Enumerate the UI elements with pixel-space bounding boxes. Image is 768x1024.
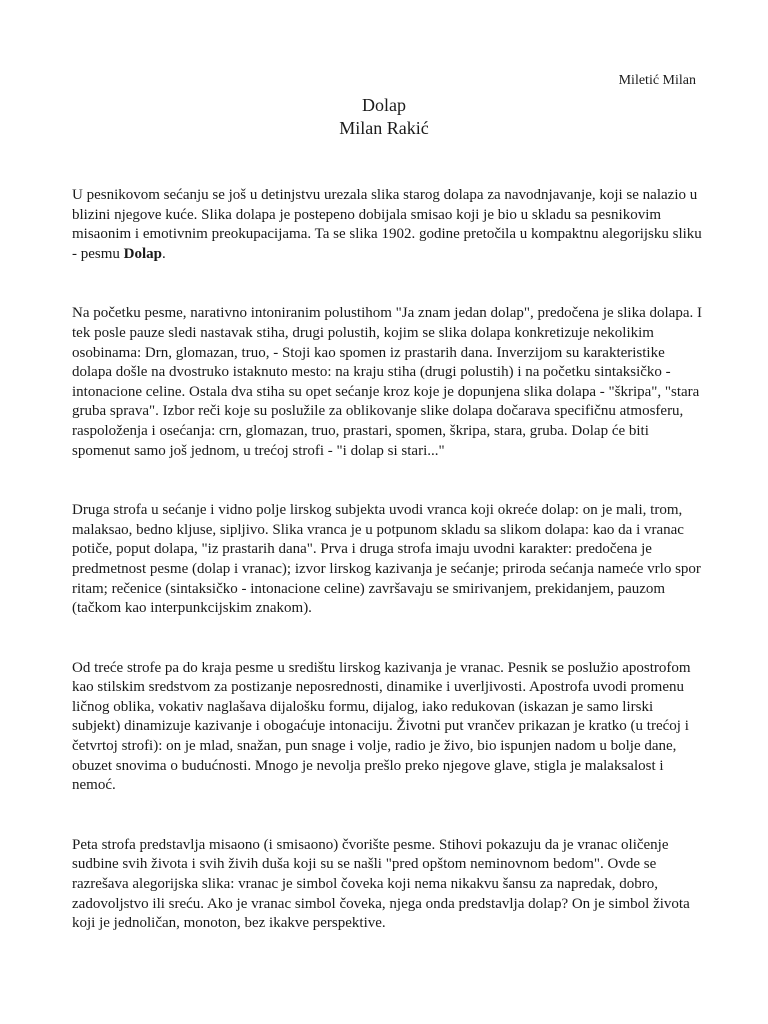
paragraph-1 [72, 186, 702, 264]
paragraph-5: Peta strofa predstavlja misaono (i smisaono) čvorište pesme. Stihovi pokazuju da je vranac oličenje sudbine svih života i svih živih duša koji su se našli "pred opštom neminovnom bedom". Ovde se razrešava alegorijska slika: vranac je simbol čoveka koji nema nikakvu šansu za napredak, dobro, zadovoljstvo ili sreću. Ako je vranac simbol čoveka, njega onda predstavlja dolap? On je simbol života koji je jednoličan, monoton, bez ikakve perspektive. [72, 836, 690, 932]
paragraph-1-bold-title: Dolap [123, 245, 163, 262]
paragraph-1-end: . [162, 245, 166, 262]
paragraph-1-text: U pesnikovom sećanju se još u detinjstvu urezala slika starog dolapa za navodnjavanje, koji se nalazio u blizini njegove kuće. Slika dolapa je postepeno dobijala smisao koji je bio u skladu sa pesnikovim misaonim i emotivnim preokupacijama. Ta se slika 1902. godine pretočila u kompaktnu alegorijsku sliku - pesmu [72, 187, 702, 262]
title-poem-name: Dolap [362, 95, 406, 115]
title-poet-name: Milan Rakić [339, 118, 429, 138]
author-name: Miletić Milan [618, 73, 696, 88]
paragraph-2: Na početku pesme, narativno intoniranim polustihom "Ja znam jedan dolap", predočena je slika dolapa. I tek posle pauze sledi nastavak stiha, drugi polustih, kojim se slika dolapa konkretizuje nekolikim osobinama: Drn, glomazan, truo, - Stoji kao spomen iz prastarih dana. Inverzijom su karakteristike dolapa došle na dvostruko istaknuto mesto: na kraju stiha (drugi polustih) i na početku sintaksičko - intonacione celine. Ostala dva stiha su opet sećanje kroz koje je dopunjena slika dolapa - "škripa", "stara gruba sprava". Izbor reči koje su poslužile za oblikovanje slike dolapa dočarava specifičnu atmosferu, raspoloženja i osećanja: crn, glomazan, truo, prastari, spomen, škripa, stara, gruba. Dolap će biti spomenut samo još jednom, u trećoj strofi - "i dolap si stari..." [72, 305, 702, 459]
paragraph-4: Od treće strofe pa do kraja pesme u središtu lirskog kazivanja je vranac. Pesnik se poslužio apostrofom kao stilskim sredstvom za postizanje neposrednosti, dinamike i uverljivosti. Apostrofa uvodi promenu ličnog oblika, vokativ naglašava dijalošku formu, dijalog, iako redukovan (iskazan je samo lirski subjekt) dinamizuje kazivanje i obogaćuje intonaciju. Životni put vrančev prikazan je kratko (u trećoj i četvrtoj strofi): on je mlad, snažan, pun snage i volje, radio je živo, bio ispunjen nadom u bolje dane, obuzet snovima o budućnosti. Mnogo je nevolja prešlo preko njegove glave, stigla je malaksalost i nemoć. [72, 659, 691, 794]
document-body [72, 186, 702, 969]
paragraph-3: Druga strofa u sećanje i vidno polje lirskog subjekta uvodi vranca koji okreće dolap: on je mali, trom, malaksao, bedno kljuse, sipljivo. Slika vranca je u potpunom skladu sa slikom dolapa: kao da i vranac potiče, poput dolapa, "iz prastarih dana". Prva i druga strofa imaju uvodni karakter: predočena je predmetnost pesme (dolap i vranac); izvor lirskog kazivanja je sećanje; priroda sećanja nameće vrlo spor ritam; rečenice (sintaksičko - intonacione celine) završavaju se smirivanjem, prekidanjem, pauzom (tačkom kao interpunkcijskim znakom). [72, 502, 701, 617]
document-title [0, 94, 768, 140]
